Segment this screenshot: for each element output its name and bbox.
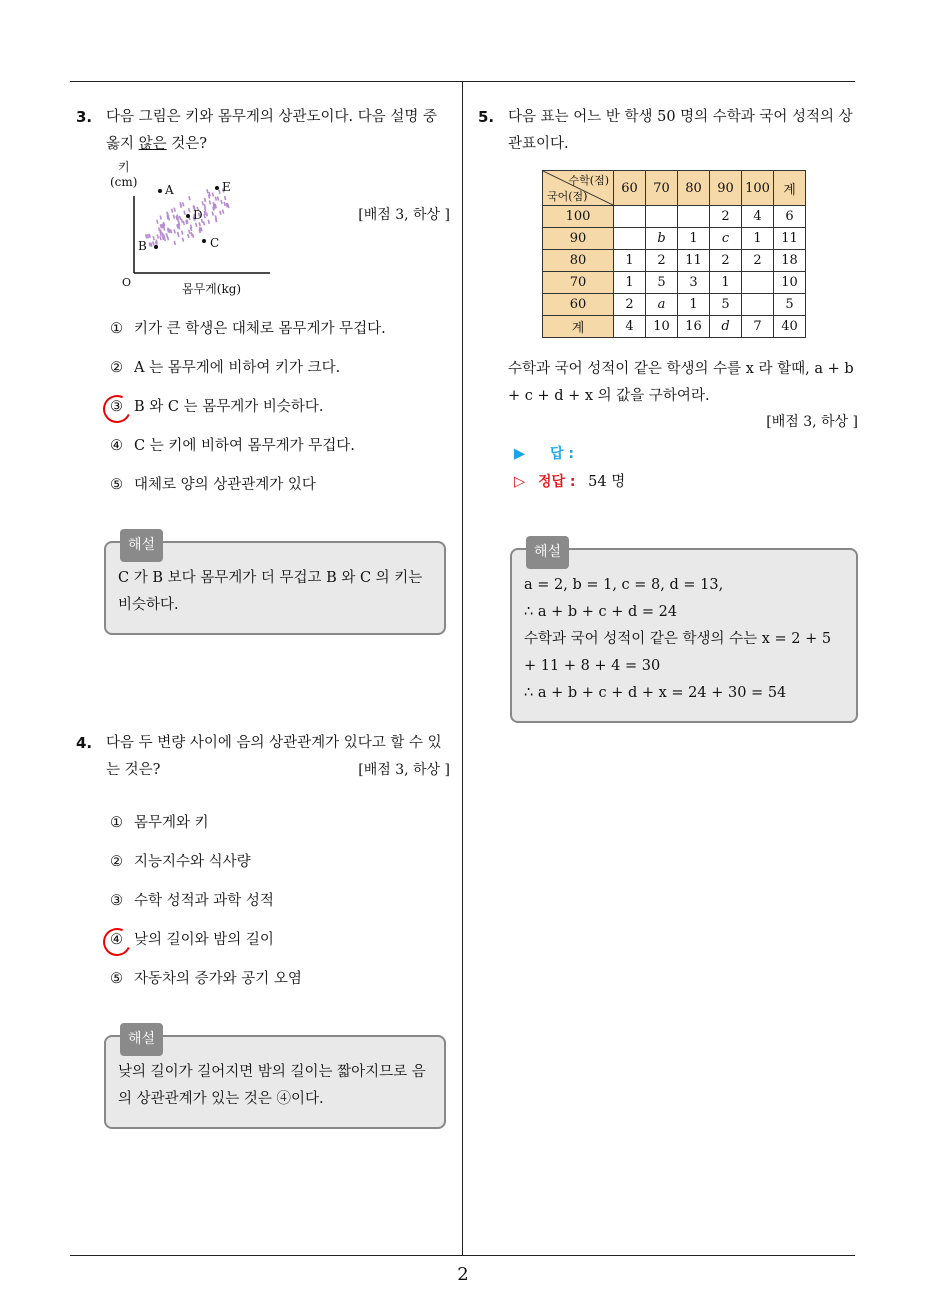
question-3-option-1[interactable] <box>110 310 454 349</box>
option-text: C 는 키에 비하여 몸무게가 무겁다. <box>134 438 355 454</box>
solution-line: ∴ a + b + c + d + x = 24 + 30 = 54 <box>524 685 787 701</box>
column-header: 100 <box>742 171 774 206</box>
table-cell: 40 <box>774 316 806 338</box>
option-text: 지능지수와 식사량 <box>134 854 251 870</box>
option-mark: ② <box>110 360 123 376</box>
solution-tag: 해설 <box>120 1023 163 1056</box>
question-4-stem <box>76 730 454 784</box>
scatter-mark <box>160 236 161 240</box>
table-row <box>543 316 806 338</box>
scatter-mark <box>168 229 169 233</box>
scatter-mark <box>221 200 222 204</box>
point-b <box>154 245 158 249</box>
outline-arrow-icon: ▷ <box>514 474 526 490</box>
scatter-mark <box>204 211 205 215</box>
question-5-score: [배점 3, 하상 ] <box>766 414 858 430</box>
table-cell: 6 <box>774 206 806 228</box>
scatter-mark <box>178 233 179 237</box>
x-axis-label: 몸무게(kg) <box>182 282 242 296</box>
scatter-mark <box>159 227 160 231</box>
table-cell <box>646 206 678 228</box>
page-number: 2 <box>457 1264 469 1285</box>
column-header: 60 <box>614 171 646 206</box>
table-cell: 7 <box>742 316 774 338</box>
table-cell: 3 <box>678 272 710 294</box>
right-column <box>478 104 858 723</box>
scatter-mark <box>173 215 174 219</box>
point-e <box>215 186 219 190</box>
question-5 <box>478 104 858 723</box>
scatter-mark <box>167 236 168 240</box>
scatter-mark <box>212 193 213 197</box>
question-3-text-2: 것은? <box>166 136 208 152</box>
scatter-mark <box>174 241 175 245</box>
question-5-number: 5. <box>478 108 495 126</box>
question-4 <box>76 730 454 1129</box>
scatter-mark <box>212 212 213 216</box>
scatter-mark <box>207 189 208 193</box>
scatter-mark <box>163 222 164 226</box>
correlation-table <box>542 170 806 338</box>
column-header: 70 <box>646 171 678 206</box>
scatter-mark <box>180 202 181 206</box>
row-header: 100 <box>543 206 614 228</box>
row-header: 70 <box>543 272 614 294</box>
play-arrow-icon: ▶ <box>514 446 526 462</box>
correct-label: 정답 : <box>538 474 576 490</box>
option-mark: ④ <box>110 932 123 948</box>
table-cell: 10 <box>646 316 678 338</box>
table-cell: 5 <box>710 294 742 316</box>
table-cell: 4 <box>614 316 646 338</box>
table-row <box>543 206 806 228</box>
scatter-mark <box>227 203 228 207</box>
question-4-text: 다음 두 변량 사이에 음의 상관관계가 있다고 할 수 있는 것은? <box>106 735 442 778</box>
option-mark: ③ <box>110 893 123 909</box>
scatter-mark <box>204 198 205 202</box>
y-axis-label-1: 키 <box>117 160 130 174</box>
question-4-option-5[interactable] <box>110 960 454 999</box>
table-cell: 1 <box>678 228 710 250</box>
table-cell <box>614 206 646 228</box>
scatter-mark <box>215 197 216 201</box>
corner-label-math: 수학(점) <box>568 174 609 187</box>
scatter-mark <box>174 208 175 212</box>
table-cell: 2 <box>742 250 774 272</box>
column-header: 계 <box>774 171 806 206</box>
question-4-option-3[interactable] <box>110 882 454 921</box>
scatter-mark <box>215 215 216 219</box>
origin-label: O <box>122 276 132 289</box>
option-text: A 는 몸무게에 비하여 키가 크다. <box>134 360 341 376</box>
scatter-mark <box>157 235 158 239</box>
scatter-mark <box>172 209 173 213</box>
question-3-emphasis: 않은 <box>138 136 167 152</box>
scatter-mark <box>183 221 184 225</box>
option-text: 수학 성적과 과학 성적 <box>134 893 274 909</box>
question-3-option-5[interactable] <box>110 466 454 505</box>
scatter-mark <box>182 231 183 235</box>
table-row <box>543 294 806 316</box>
option-mark: ⑤ <box>110 477 123 493</box>
scatter-mark <box>206 212 207 216</box>
solution-tag: 해설 <box>120 529 163 562</box>
scatter-mark <box>153 241 154 245</box>
scatter-mark <box>209 200 210 204</box>
question-3-figure-row <box>76 160 454 300</box>
table-row <box>543 250 806 272</box>
answer-section <box>478 440 858 496</box>
table-cell <box>678 206 710 228</box>
question-4-solution <box>104 1031 446 1129</box>
solution-line: 수학과 국어 성적이 같은 학생의 수는 x = 2 + 5 + 11 + 8 + 4 = 30 <box>524 631 832 674</box>
scatter-mark <box>164 226 165 230</box>
scatter-mark <box>156 240 157 244</box>
row-header: 계 <box>543 316 614 338</box>
option-mark: ④ <box>110 438 123 454</box>
question-4-option-2[interactable] <box>110 843 454 882</box>
table-cell: b <box>646 228 678 250</box>
bottom-rule <box>70 1255 855 1256</box>
left-column <box>76 104 454 1107</box>
row-header: 80 <box>543 250 614 272</box>
scatter-mark <box>182 238 183 242</box>
option-mark: ① <box>110 815 123 831</box>
table-cell: 1 <box>742 228 774 250</box>
scatter-mark <box>149 242 150 246</box>
label-b: B <box>138 239 147 253</box>
table-cell <box>742 272 774 294</box>
scatter-mark <box>160 224 161 228</box>
scatter-mark <box>204 221 205 225</box>
question-3-stem <box>76 104 454 158</box>
table-row <box>543 272 806 294</box>
scatter-mark <box>160 216 161 220</box>
scatter-mark <box>174 229 175 233</box>
question-4-score: [배점 3, 하상 ] <box>358 762 450 778</box>
question-5-question: 수학과 국어 성적이 같은 학생의 수를 x 라 할때, a + b + c + d + x 의 값을 구하여라. <box>508 361 854 404</box>
question-3 <box>76 104 454 635</box>
scatter-mark <box>202 201 203 205</box>
option-text: 키가 큰 학생은 대체로 몸무게가 무겁다. <box>134 321 386 337</box>
question-3-text-1: 다음 그림은 키와 몸무게의 상관도이다. 다음 설명 중 옳지 <box>106 109 438 152</box>
table-cell: 1 <box>614 272 646 294</box>
table-cell: c <box>710 228 742 250</box>
table-cell: 1 <box>678 294 710 316</box>
table-corner <box>543 171 614 206</box>
scatter-plot <box>100 160 340 296</box>
table-cell: 2 <box>646 250 678 272</box>
row-header: 60 <box>543 294 614 316</box>
table-cell: a <box>646 294 678 316</box>
label-d: D <box>193 208 203 222</box>
question-5-text: 다음 표는 어느 반 학생 50 명의 수학과 국어 성적의 상관표이다. <box>508 109 853 152</box>
correct-answer-row <box>508 468 858 496</box>
solution-tag: 해설 <box>526 536 569 569</box>
scatter-mark <box>184 211 185 215</box>
option-text: B 와 C 는 몸무게가 비슷하다. <box>134 399 324 415</box>
scatter-mark <box>162 233 163 237</box>
table-cell: 4 <box>742 206 774 228</box>
option-mark: ⑤ <box>110 971 123 987</box>
scatter-mark <box>215 204 216 208</box>
scatter-mark <box>196 223 197 227</box>
scatter-mark <box>153 236 154 240</box>
question-3-options <box>110 310 454 505</box>
y-axis-label-2: (cm) <box>110 175 138 189</box>
scatter-mark <box>209 195 210 199</box>
table-cell: 2 <box>710 206 742 228</box>
option-mark: ③ <box>110 399 123 415</box>
option-text: 몸무게와 키 <box>134 815 209 831</box>
scatter-mark <box>157 220 158 224</box>
table-cell: 11 <box>774 228 806 250</box>
point-a <box>158 189 162 193</box>
question-4-option-1[interactable] <box>110 804 454 843</box>
table-cell: 2 <box>614 294 646 316</box>
question-3-solution <box>104 537 446 635</box>
corner-label-korean: 국어(점) <box>547 190 588 203</box>
scatter-mark <box>188 234 189 238</box>
y-axis-label <box>110 160 137 190</box>
table-cell: 5 <box>774 294 806 316</box>
scatter-mark <box>208 220 209 224</box>
scatter-mark <box>199 222 200 226</box>
scatter-mark <box>171 229 172 233</box>
scatter-mark <box>192 234 193 238</box>
scatter-mark <box>191 227 192 231</box>
table-cell: 1 <box>710 272 742 294</box>
table-cell: 11 <box>678 250 710 272</box>
scatter-mark <box>160 232 161 236</box>
scatter-mark <box>189 230 190 234</box>
option-text: 낮의 길이와 밤의 길이 <box>134 932 274 948</box>
scatter-mark <box>181 219 182 223</box>
question-5-solution <box>510 544 858 723</box>
scatter-mark <box>183 202 184 206</box>
scatter-mark <box>217 197 218 201</box>
scatter-mark <box>224 202 225 206</box>
label-a: A <box>165 183 174 197</box>
scatter-mark <box>200 227 201 231</box>
table-cell <box>614 228 646 250</box>
answer-row <box>508 440 858 468</box>
question-3-option-3[interactable] <box>110 388 454 427</box>
scatter-mark <box>149 234 150 238</box>
scatter-mark <box>147 234 148 238</box>
solution-line: a = 2, b = 1, c = 8, d = 13, <box>524 577 724 593</box>
scatter-mark <box>220 211 221 215</box>
table-cell: 2 <box>710 250 742 272</box>
solution-text: C 가 B 보다 몸무게가 더 무겁고 B 와 C 의 키는 비슷하다. <box>118 570 423 613</box>
table-cell: d <box>710 316 742 338</box>
question-3-score: [배점 3, 하상 ] <box>358 207 450 223</box>
table-cell: 18 <box>774 250 806 272</box>
column-header: 90 <box>710 171 742 206</box>
column-divider <box>462 82 463 1256</box>
table-header-row <box>543 171 806 206</box>
option-mark: ② <box>110 854 123 870</box>
scatter-mark <box>225 196 226 200</box>
scatter-mark <box>177 215 178 219</box>
point-d <box>186 214 190 218</box>
question-4-option-4[interactable] <box>110 921 454 960</box>
scatter-mark <box>168 217 169 221</box>
scatter-mark <box>189 196 190 200</box>
table-row <box>543 228 806 250</box>
solution-line: ∴ a + b + c + d = 24 <box>524 604 678 620</box>
scatter-mark <box>189 208 190 212</box>
table-cell: 10 <box>774 272 806 294</box>
table-cell: 5 <box>646 272 678 294</box>
label-c: C <box>210 236 220 250</box>
scatter-mark <box>167 212 168 216</box>
option-text: 자동차의 증가와 공기 오염 <box>134 971 302 987</box>
row-header: 90 <box>543 228 614 250</box>
option-mark: ① <box>110 321 123 337</box>
question-4-options <box>110 804 454 999</box>
correlation-table-wrap <box>478 170 858 338</box>
scatter-mark <box>219 190 220 194</box>
scatter-mark <box>180 216 181 220</box>
question-5-stem <box>478 104 858 158</box>
table-cell: 1 <box>614 250 646 272</box>
solution-text: 낮의 길이가 길어지면 밤의 길이는 짧아지므로 음의 상관관계가 있는 것은 ④이다. <box>118 1064 426 1107</box>
column-header: 80 <box>678 171 710 206</box>
label-e: E <box>222 180 231 194</box>
question-4-number: 4. <box>76 734 93 752</box>
table-cell: 16 <box>678 316 710 338</box>
answer-label: 답 : <box>550 446 574 462</box>
table-cell <box>742 294 774 316</box>
point-c <box>202 239 206 243</box>
question-3-option-2[interactable] <box>110 349 454 388</box>
scatter-mark <box>186 220 187 224</box>
option-text: 대체로 양의 상관관계가 있다 <box>134 477 316 493</box>
scatter-mark <box>146 234 147 238</box>
question-3-number: 3. <box>76 108 93 126</box>
correct-value: 54 명 <box>588 474 626 490</box>
scatter-mark <box>223 210 224 214</box>
question-3-option-4[interactable] <box>110 427 454 466</box>
scatter-mark <box>178 224 179 228</box>
